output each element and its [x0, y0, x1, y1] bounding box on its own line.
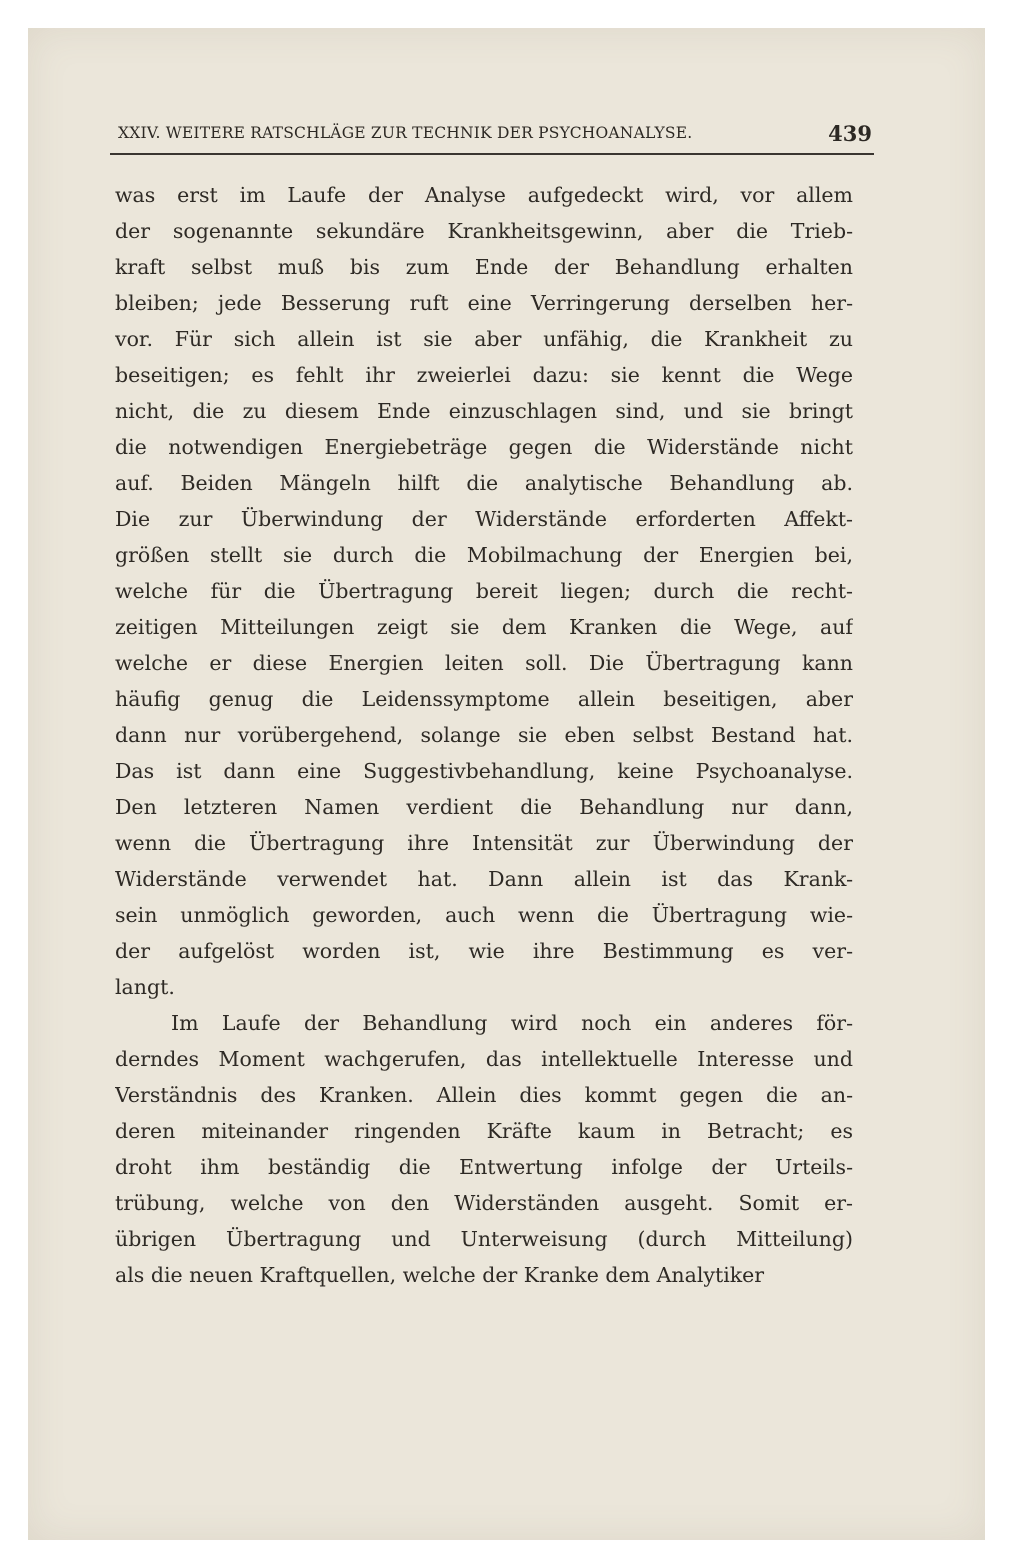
text-line: größen stellt sie durch die Mobilmachung der Energien bei, [115, 543, 853, 567]
running-header-title: XXIV. WEITERE RATSCHLÄGE ZUR TECHNIK DER PSYCHOANALYSE. [118, 124, 693, 142]
running-header [118, 122, 874, 156]
text-line: Verständnis des Kranken. Allein dies kommt gegen die an- [115, 1083, 853, 1107]
text-line: Im Laufe der Behandlung wird noch ein anderes för- [171, 1011, 853, 1035]
text-line: zeitigen Mitteilungen zeigt sie dem Kranken die Wege, auf [115, 615, 853, 639]
text-line: auf. Beiden Mängeln hilft die analytische Behandlung ab. [115, 471, 853, 495]
text-line: deren miteinander ringenden Kräfte kaum in Betracht; es [115, 1119, 853, 1143]
text-line: Widerstände verwendet hat. Dann allein ist das Krank- [115, 867, 853, 891]
text-line: nicht, die zu diesem Ende einzuschlagen sind, und sie bringt [115, 399, 853, 423]
text-line: dann nur vorübergehend, solange sie eben selbst Bestand hat. [115, 723, 853, 747]
text-line: häufig genug die Leidenssymptome allein beseitigen, aber [115, 687, 853, 711]
text-line: bleiben; jede Besserung ruft eine Verringerung derselben her- [115, 291, 853, 315]
body-text [115, 177, 853, 1293]
text-line: welche er diese Energien leiten soll. Die Übertragung kann [115, 651, 853, 675]
text-line: welche für die Übertragung bereit liegen; durch die recht- [115, 579, 853, 603]
text-line: derndes Moment wachgerufen, das intellektuelle Interesse und [115, 1047, 853, 1071]
text-line: langt. [115, 975, 175, 999]
text-line: als die neuen Kraftquellen, welche der Kranke dem Analytiker [115, 1263, 765, 1287]
text-line: Die zur Überwindung der Widerstände erforderten Affekt- [115, 507, 853, 531]
text-line: kraft selbst muß bis zum Ende der Behandlung erhalten [115, 255, 853, 279]
text-line: der aufgelöst worden ist, wie ihre Bestimmung es ver- [115, 939, 853, 963]
book-page [28, 28, 985, 1540]
text-line: was erst im Laufe der Analyse aufgedeckt wird, vor allem [115, 183, 853, 207]
text-line: vor. Für sich allein ist sie aber unfähig, die Krankheit zu [115, 327, 853, 351]
text-line: trübung, welche von den Widerständen ausgeht. Somit er- [115, 1191, 853, 1215]
text-line: beseitigen; es fehlt ihr zweierlei dazu: sie kennt die Wege [115, 363, 853, 387]
text-line: der sogenannte sekundäre Krankheitsgewinn, aber die Trieb- [115, 219, 853, 243]
text-line: übrigen Übertragung und Unterweisung (durch Mitteilung) [115, 1227, 853, 1251]
paragraph [115, 177, 853, 1005]
text-line: wenn die Übertragung ihre Intensität zur Überwindung der [115, 831, 853, 855]
text-line: die notwendigen Energiebeträge gegen die Widerstände nicht [115, 435, 853, 459]
text-line: Den letzteren Namen verdient die Behandlung nur dann, [115, 795, 853, 819]
header-rule [110, 153, 874, 155]
paragraph [115, 1005, 853, 1293]
page-number: 439 [828, 121, 872, 146]
text-line: sein unmöglich geworden, auch wenn die Übertragung wie- [115, 903, 853, 927]
text-line: Das ist dann eine Suggestivbehandlung, keine Psychoanalyse. [115, 759, 853, 783]
text-line: droht ihm beständig die Entwertung infolge der Urteils- [115, 1155, 853, 1179]
